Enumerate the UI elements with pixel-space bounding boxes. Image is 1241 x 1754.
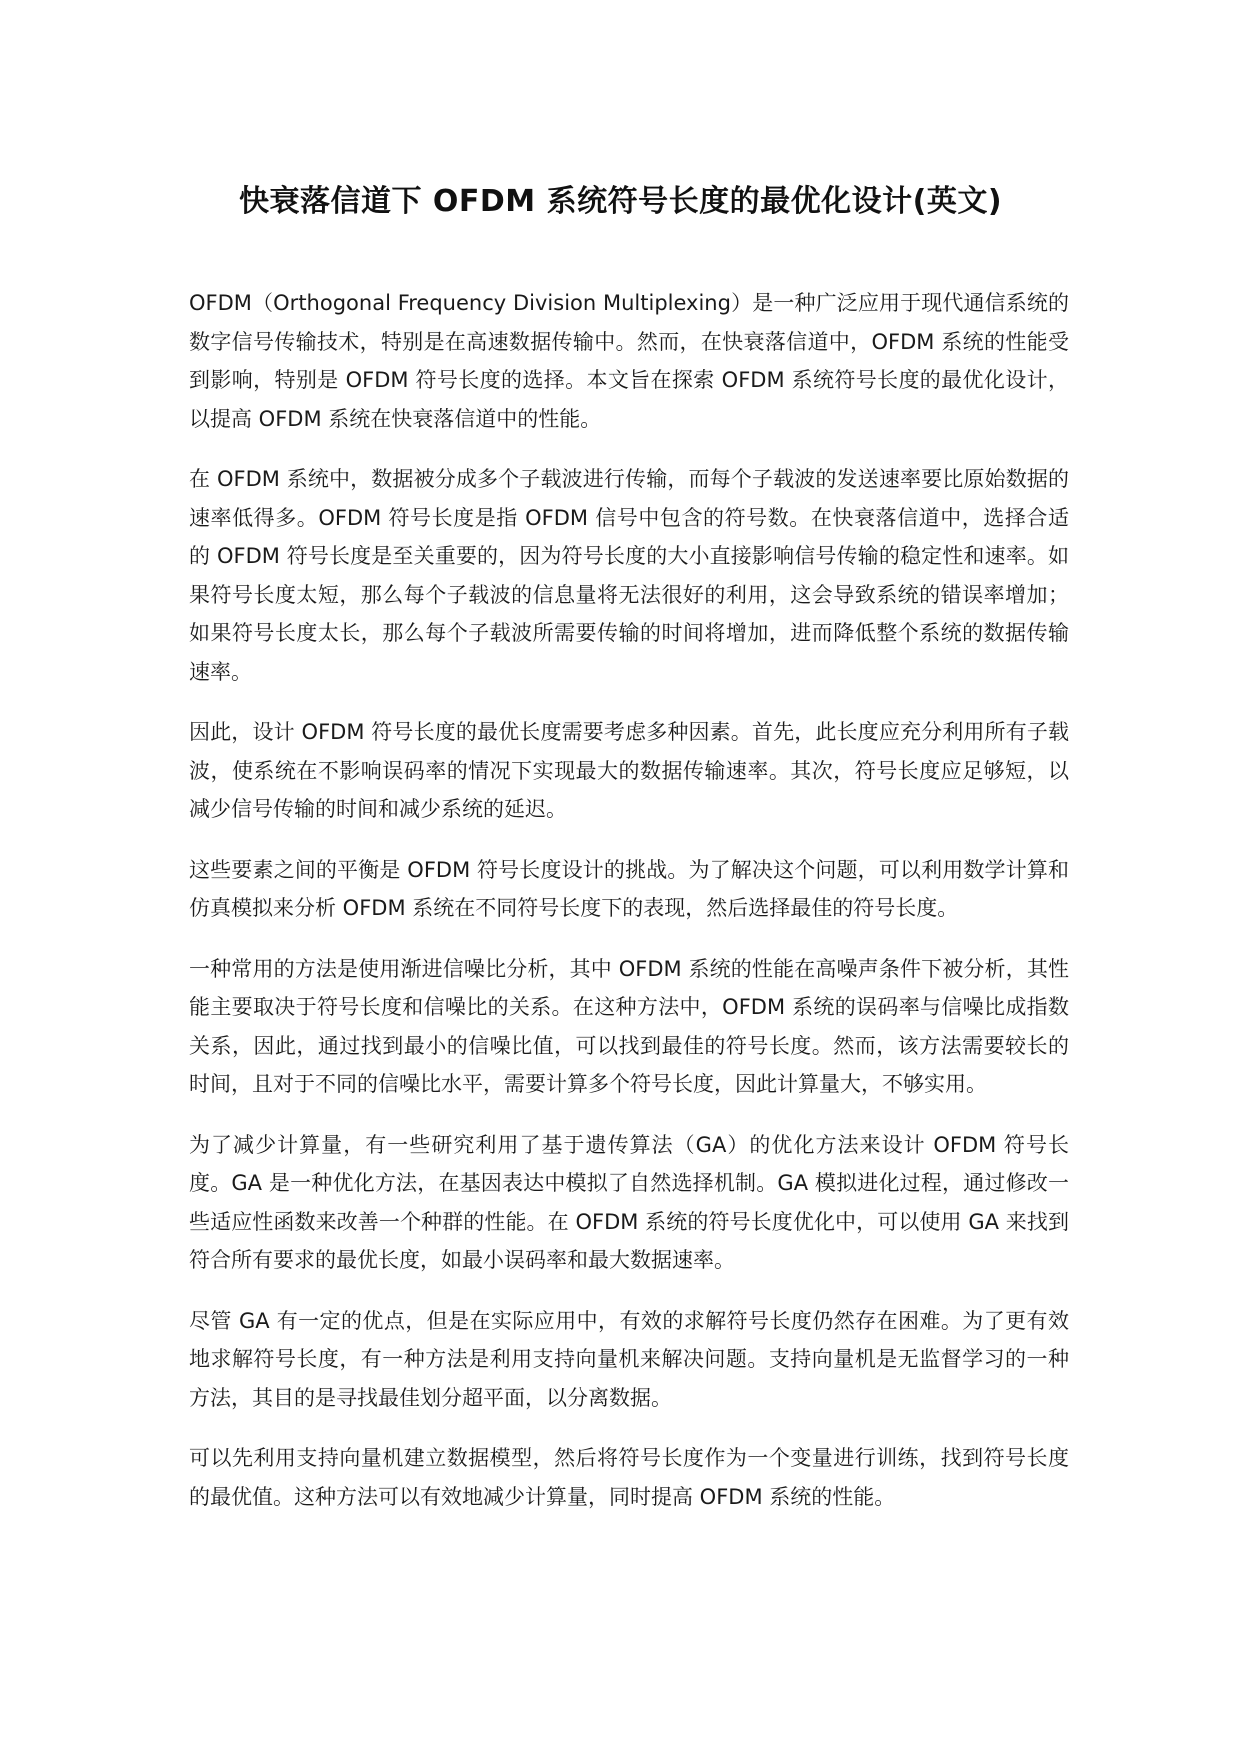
paragraph-3: 因此，设计 OFDM 符号长度的最优长度需要考虑多种因素。首先，此长度应充分利用所有子载波，使系统在不影响误码率的情况下实现最大的数据传输速率。其次，符号长度应足够短，以减少信号传输的时间和减少系统的延迟。 — [189, 720, 1069, 821]
document-body — [189, 284, 1069, 1538]
paragraph-8: 可以先利用支持向量机建立数据模型，然后将符号长度作为一个变量进行训练，找到符号长度的最优值。这种方法可以有效地减少计算量，同时提高 OFDM 系统的性能。 — [189, 1446, 1069, 1509]
paragraph-7: 尽管 GA 有一定的优点，但是在实际应用中，有效的求解符号长度仍然存在困难。为了更有效地求解符号长度，有一种方法是利用支持向量机来解决问题。支持向量机是无监督学习的一种方法，其目的是寻找最佳划分超平面，以分离数据。 — [189, 1308, 1069, 1410]
paragraph-5: 一种常用的方法是使用渐进信噪比分析，其中 OFDM 系统的性能在高噪声条件下被分析，其性能主要取决于符号长度和信噪比的关系。在这种方法中，OFDM 系统的误码率与信噪比成指数关系，因此，通过找到最小的信噪比值，可以找到最佳的符号长度。然而，该方法需要较长的时间，且对于不同的信噪比水平，需要计算多个符号长度，因此计算量大，不够实用。 — [189, 956, 1069, 1096]
document-title: 快衰落信道下 OFDM 系统符号长度的最优化设计(英文) — [238, 184, 1003, 219]
paragraph-6: 为了减少计算量，有一些研究利用了基于遗传算法（GA）的优化方法来设计 OFDM 符号长度。GA 是一种优化方法，在基因表达中模拟了自然选择机制。GA 模拟进化过程，通过修改一些适应性函数来改善一个种群的性能。在 OFDM 系统的符号长度优化中，可以使用 GA 来找到符合所有要求的最优长度，如最小误码率和最大数据速率。 — [189, 1132, 1069, 1272]
paragraph-1: OFDM（Orthogonal Frequency Division Multiplexing）是一种广泛应用于现代通信系统的数字信号传输技术，特别是在高速数据传输中。然而，在快衰落信道中，OFDM 系统的性能受到影响，特别是 OFDM 符号长度的选择。本文旨在探索 OFDM 系统符号长度的最优化设计，以提高 OFDM 系统在快衰落信道中的性能。 — [189, 291, 1069, 431]
paragraph-2: 在 OFDM 系统中，数据被分成多个子载波进行传输，而每个子载波的发送速率要比原始数据的速率低得多。OFDM 符号长度是指 OFDM 信号中包含的符号数。在快衰落信道中，选择合适的 OFDM 符号长度是至关重要的，因为符号长度的大小直接影响信号传输的稳定性和速率。如果符号长度太短，那么每个子载波的信息量将无法很好的利用，这会导致系统的错误率增加；如果符号长度太长，那么每个子载波所需要传输的时间将增加，进而降低整个系统的数据传输速率。 — [189, 467, 1069, 684]
paragraph-4: 这些要素之间的平衡是 OFDM 符号长度设计的挑战。为了解决这个问题，可以利用数学计算和仿真模拟来分析 OFDM 系统在不同符号长度下的表现，然后选择最佳的符号长度。 — [189, 857, 1069, 920]
